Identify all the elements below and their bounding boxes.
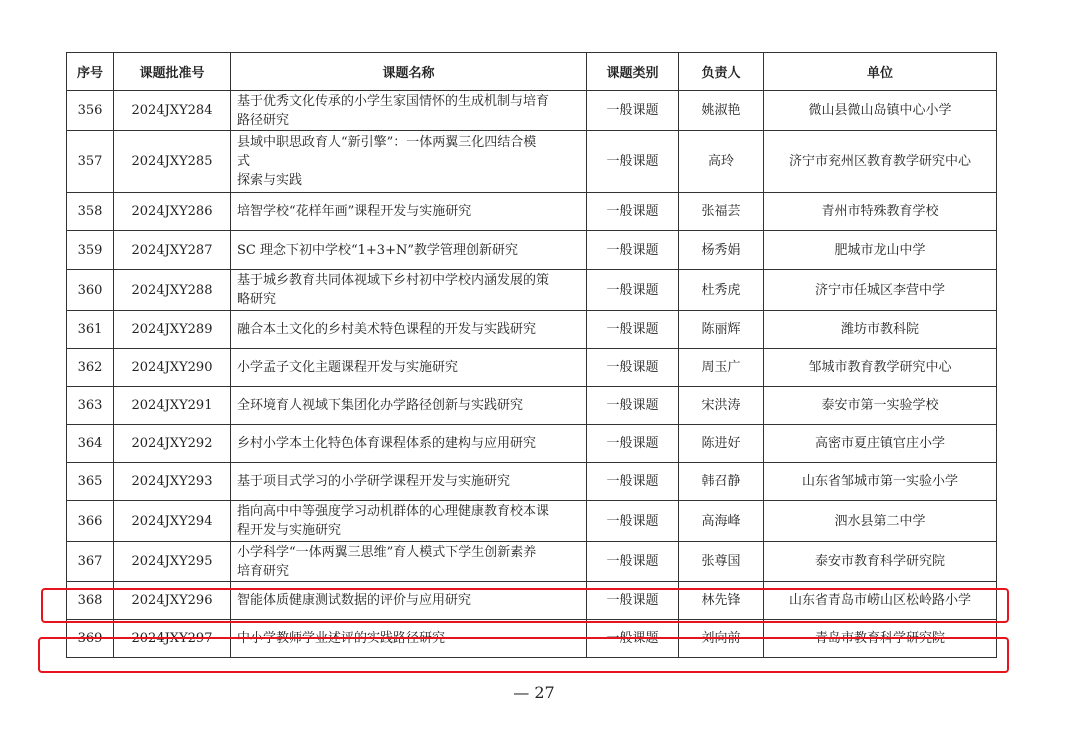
table-row [67,231,997,270]
table-row [67,311,997,349]
row-title: 培智学校“花样年画”课程开发与实施研究 [231,193,587,231]
row-approval-id: 2024JXY285 [114,131,231,193]
row-category: 一般课题 [587,349,679,387]
row-category: 一般课题 [587,91,679,131]
row-no: 368 [67,582,114,620]
table-row [67,270,997,311]
row-title: 基于优秀文化传承的小学生家国情怀的生成机制与培育 路径研究 [231,91,587,131]
row-category: 一般课题 [587,620,679,658]
row-unit: 微山县微山岛镇中心小学 [764,91,997,131]
row-category: 一般课题 [587,270,679,311]
project-table [66,52,997,658]
row-leader: 高海峰 [679,501,764,542]
header-category: 课题类别 [587,53,679,91]
row-unit: 山东省邹城市第一实验小学 [764,463,997,501]
row-leader: 周玉广 [679,349,764,387]
row-approval-id: 2024JXY286 [114,193,231,231]
row-leader: 陈丽辉 [679,311,764,349]
table-row [67,387,997,425]
row-unit: 济宁市任城区李营中学 [764,270,997,311]
row-approval-id: 2024JXY293 [114,463,231,501]
row-approval-id: 2024JXY287 [114,231,231,270]
row-leader: 杜秀虎 [679,270,764,311]
row-approval-id: 2024JXY291 [114,387,231,425]
row-unit: 泰安市第一实验学校 [764,387,997,425]
row-leader: 张尊国 [679,542,764,582]
row-category: 一般课题 [587,387,679,425]
highlight-box-row-369 [38,637,1009,673]
row-approval-id: 2024JXY295 [114,542,231,582]
row-title: 融合本土文化的乡村美术特色课程的开发与实践研究 [231,311,587,349]
row-unit: 邹城市教育教学研究中心 [764,349,997,387]
row-unit: 青州市特殊教育学校 [764,193,997,231]
row-no: 356 [67,91,114,131]
row-approval-id: 2024JXY290 [114,349,231,387]
row-title: 指向高中中等强度学习动机群体的心理健康教育校本课 程开发与实施研究 [231,501,587,542]
row-no: 357 [67,131,114,193]
row-unit: 潍坊市教科院 [764,311,997,349]
table-row [67,501,997,542]
row-unit: 肥城市龙山中学 [764,231,997,270]
row-no: 362 [67,349,114,387]
table-row [67,91,997,131]
row-leader: 宋洪涛 [679,387,764,425]
row-category: 一般课题 [587,311,679,349]
row-unit: 高密市夏庄镇官庄小学 [764,425,997,463]
row-category: 一般课题 [587,131,679,193]
row-approval-id: 2024JXY294 [114,501,231,542]
row-leader: 林先锋 [679,582,764,620]
row-category: 一般课题 [587,542,679,582]
row-title: 小学科学“一体两翼三思维”育人模式下学生创新素养 培育研究 [231,542,587,582]
row-title: 基于城乡教育共同体视域下乡村初中学校内涵发展的策 略研究 [231,270,587,311]
row-unit: 济宁市兖州区教育教学研究中心 [764,131,997,193]
row-no: 360 [67,270,114,311]
table-row [67,463,997,501]
header-leader: 负责人 [679,53,764,91]
row-title: 小学孟子文化主题课程开发与实施研究 [231,349,587,387]
header-approval-id: 课题批准号 [114,53,231,91]
row-no: 361 [67,311,114,349]
row-no: 359 [67,231,114,270]
row-category: 一般课题 [587,463,679,501]
row-category: 一般课题 [587,582,679,620]
row-no: 363 [67,387,114,425]
table-row [67,349,997,387]
row-no: 364 [67,425,114,463]
table-row [67,193,997,231]
page-number: — 27 [513,683,555,702]
row-approval-id: 2024JXY297 [114,620,231,658]
row-no: 358 [67,193,114,231]
row-leader: 杨秀娟 [679,231,764,270]
row-no: 366 [67,501,114,542]
row-category: 一般课题 [587,231,679,270]
row-approval-id: 2024JXY288 [114,270,231,311]
row-leader: 高玲 [679,131,764,193]
table-row [67,425,997,463]
row-unit: 泗水县第二中学 [764,501,997,542]
header-title: 课题名称 [231,53,587,91]
row-unit: 山东省青岛市崂山区松岭路小学 [764,582,997,620]
row-approval-id: 2024JXY292 [114,425,231,463]
table-row [67,542,997,582]
row-approval-id: 2024JXY289 [114,311,231,349]
header-unit: 单位 [764,53,997,91]
row-title: 乡村小学本土化特色体育课程体系的建构与应用研究 [231,425,587,463]
highlight-box-row-368 [41,588,1009,623]
row-title: 县域中职思政育人“新引擎”：一体两翼三化四结合模 式 探索与实践 [231,131,587,193]
row-leader: 刘向前 [679,620,764,658]
row-category: 一般课题 [587,193,679,231]
row-title: 中小学教师学业述评的实践路径研究 [231,620,587,658]
row-title: 基于项目式学习的小学研学课程开发与实施研究 [231,463,587,501]
row-leader: 陈进好 [679,425,764,463]
row-title: 全环境育人视域下集团化办学路径创新与实践研究 [231,387,587,425]
row-category: 一般课题 [587,501,679,542]
row-leader: 姚淑艳 [679,91,764,131]
row-no: 369 [67,620,114,658]
row-leader: 张福芸 [679,193,764,231]
row-approval-id: 2024JXY296 [114,582,231,620]
table-row [67,131,997,193]
row-leader: 韩召静 [679,463,764,501]
header-no: 序号 [67,53,114,91]
row-category: 一般课题 [587,425,679,463]
row-unit: 青岛市教育科学研究院 [764,620,997,658]
table-header-row [67,53,997,91]
row-title: SC 理念下初中学校“1+3+N”教学管理创新研究 [231,231,587,270]
row-approval-id: 2024JXY284 [114,91,231,131]
row-unit: 泰安市教育科学研究院 [764,542,997,582]
row-no: 367 [67,542,114,582]
row-title: 智能体质健康测试数据的评价与应用研究 [231,582,587,620]
row-no: 365 [67,463,114,501]
